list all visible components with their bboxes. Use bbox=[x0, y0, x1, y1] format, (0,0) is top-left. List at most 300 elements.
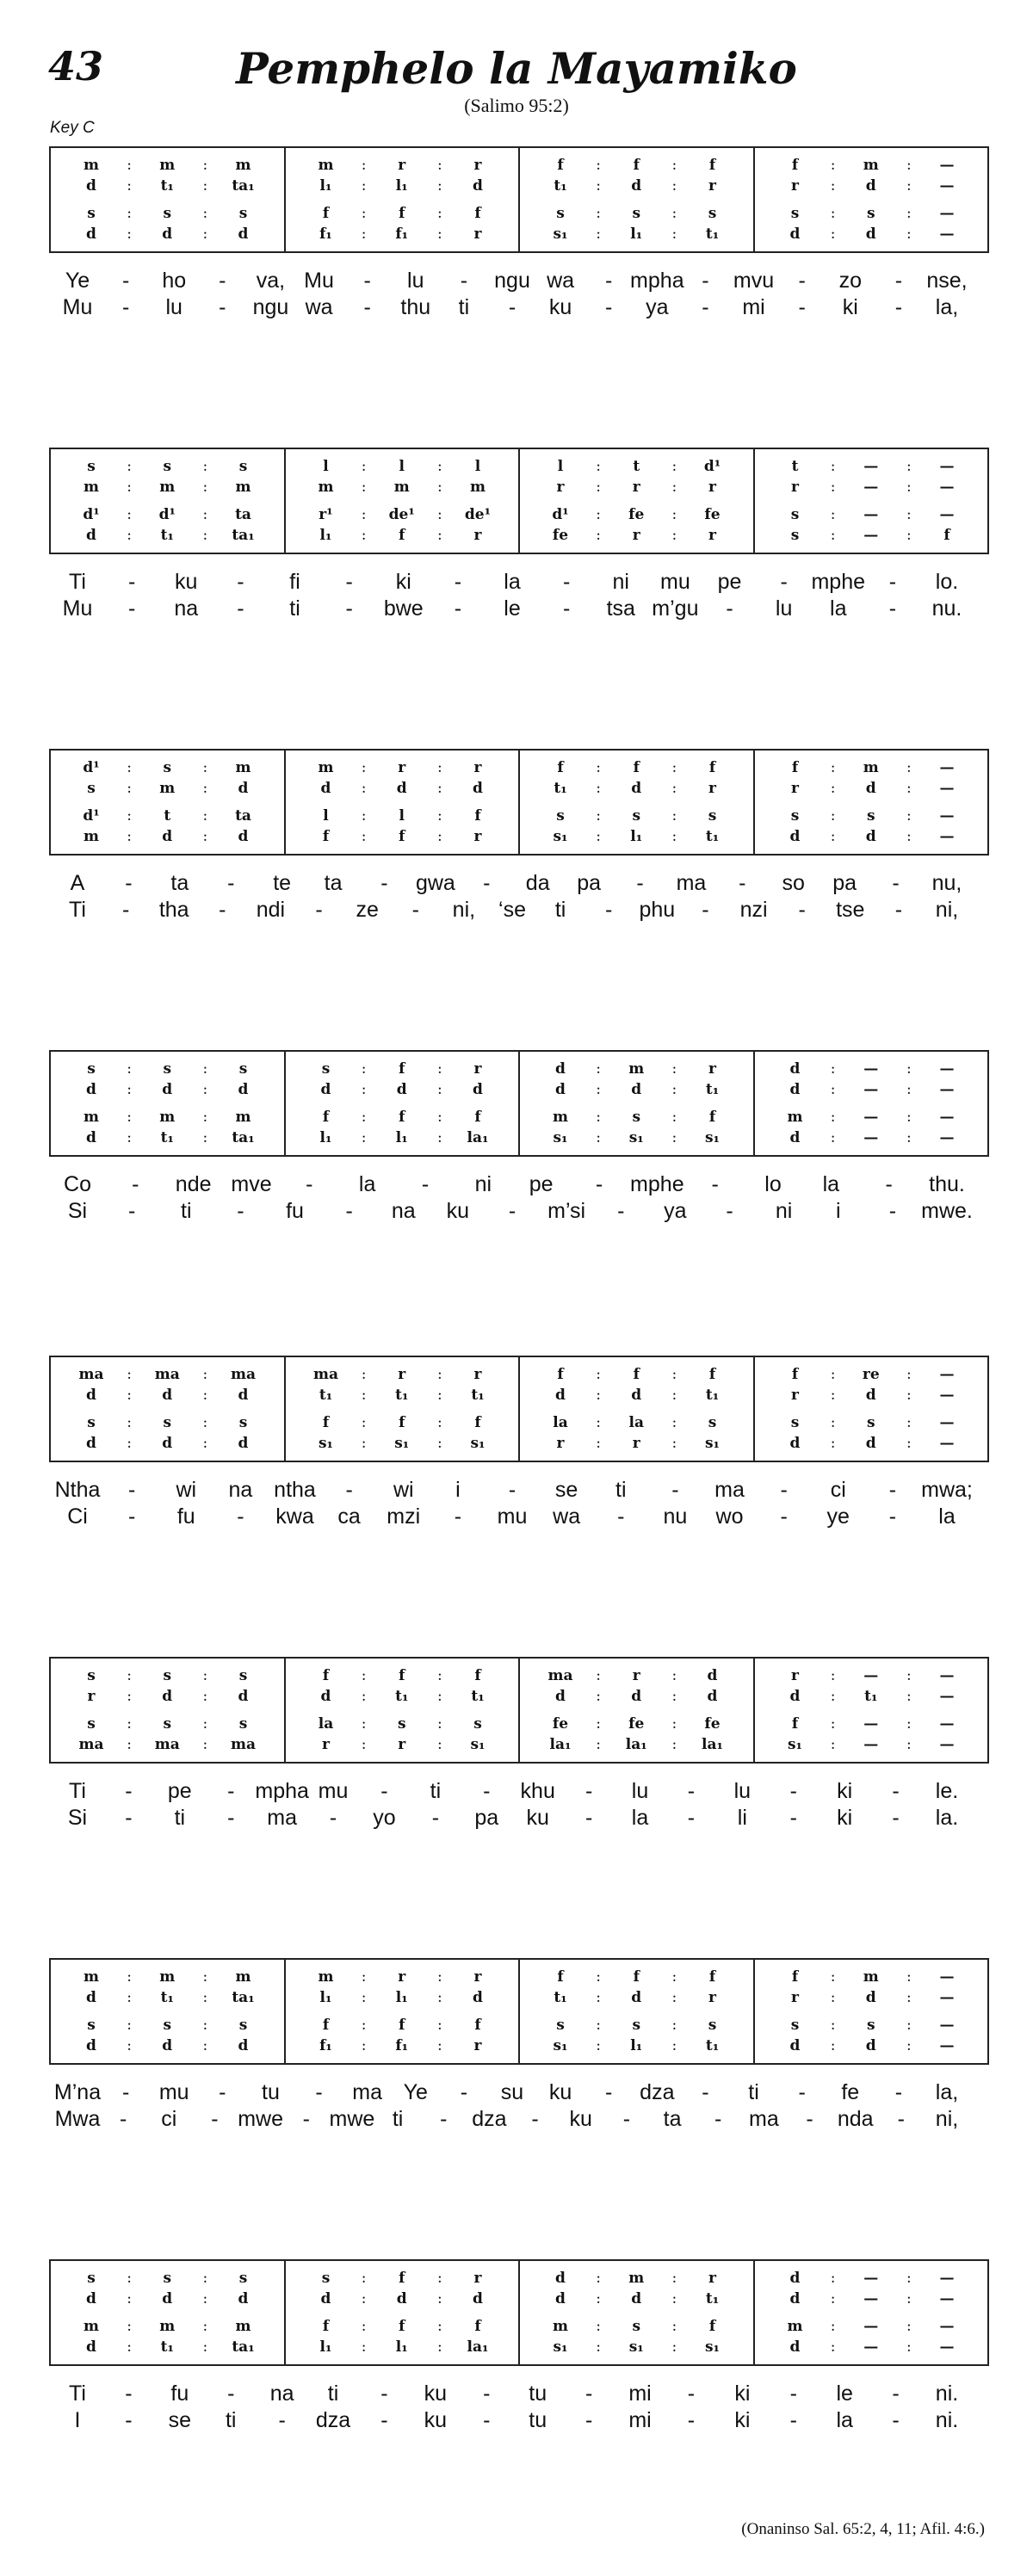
beat-separator: : bbox=[596, 1435, 601, 1452]
lyric-syllable: mwa; bbox=[921, 1478, 973, 1502]
lyric-syllable: mzi bbox=[387, 1504, 421, 1529]
lyric-syllable: ngu bbox=[252, 295, 289, 319]
solfa-note: d bbox=[631, 780, 642, 797]
voice-row bbox=[73, 1364, 262, 1385]
syllable-hyphen: - bbox=[237, 1504, 244, 1529]
lyric-syllable: Co bbox=[64, 1172, 91, 1196]
lyric-syllable: ma bbox=[352, 2080, 383, 2104]
beat-separator: : bbox=[906, 2290, 912, 2307]
solfa-note: d bbox=[789, 1081, 801, 1098]
solfa-note: s bbox=[238, 2270, 248, 2287]
lyric-syllable: ndi bbox=[256, 898, 286, 922]
beat-separator: : bbox=[671, 1414, 677, 1431]
syllable-hyphen: - bbox=[687, 2381, 696, 2406]
lyric-syllable: i bbox=[455, 1478, 461, 1502]
solfa-note: l bbox=[474, 458, 481, 475]
beat-separator: : bbox=[437, 2017, 442, 2034]
solfa-note: r bbox=[632, 479, 640, 496]
beat-separator: : bbox=[830, 1989, 836, 2006]
solfa-note: r bbox=[791, 177, 799, 195]
beat-separator: : bbox=[127, 225, 132, 243]
solfa-note: s bbox=[163, 2017, 172, 2034]
solfa-note: s₁ bbox=[553, 225, 568, 243]
lyric-syllable: dza bbox=[640, 2080, 675, 2104]
voice-row bbox=[73, 2316, 262, 2337]
solfa-note: — bbox=[863, 458, 879, 475]
solfa-note: f bbox=[943, 527, 950, 544]
solfa-note: l₁ bbox=[395, 2338, 408, 2356]
solfa-note: t₁ bbox=[160, 527, 174, 544]
lyric-syllable: se bbox=[554, 1478, 578, 1502]
lyric-line bbox=[49, 596, 989, 623]
measure bbox=[518, 449, 753, 553]
solfa-note: re bbox=[862, 1366, 880, 1383]
solfa-note: r bbox=[473, 2270, 482, 2287]
syllable-hyphen: - bbox=[127, 1478, 136, 1502]
solfa-note: r bbox=[632, 527, 640, 544]
beat-separator: : bbox=[127, 759, 132, 776]
solfa-staff bbox=[49, 1050, 989, 1157]
solfa-note: fe bbox=[628, 506, 645, 523]
voice-row bbox=[777, 1127, 966, 1148]
solfa-note: — bbox=[863, 1736, 879, 1753]
solfa-note: l₁ bbox=[395, 1989, 408, 2006]
lyric-syllable: Ye bbox=[403, 2080, 428, 2104]
syllable-hyphen: - bbox=[892, 1779, 900, 1803]
solfa-note: r bbox=[473, 225, 482, 243]
solfa-note: — bbox=[939, 1109, 955, 1126]
voice-row bbox=[73, 1987, 262, 2008]
syllable-hyphen: - bbox=[780, 570, 788, 594]
solfa-note: m bbox=[393, 479, 410, 496]
syllable-hyphen: - bbox=[237, 596, 244, 621]
syllable-hyphen: - bbox=[585, 1779, 593, 1803]
beat-separator: : bbox=[906, 1715, 912, 1733]
voice-row bbox=[777, 757, 966, 778]
solfa-note: m bbox=[84, 828, 99, 845]
syllable-hyphen: - bbox=[125, 871, 133, 895]
voice-row bbox=[542, 2268, 731, 2289]
lyric-syllable: la bbox=[830, 596, 847, 621]
beat-separator: : bbox=[906, 205, 912, 222]
solfa-note: r bbox=[473, 527, 482, 544]
beat-separator: : bbox=[671, 2318, 677, 2335]
beat-separator: : bbox=[671, 157, 677, 174]
solfa-note: r bbox=[473, 1366, 482, 1383]
measure bbox=[51, 148, 284, 251]
beat-separator: : bbox=[830, 759, 836, 776]
footnote: (Onaninso Sal. 65:2, 4, 11; Afil. 4:6.) bbox=[741, 2520, 985, 2538]
solfa-note: la₁ bbox=[467, 2338, 489, 2356]
beat-separator: : bbox=[361, 1715, 367, 1733]
solfa-note: de¹ bbox=[388, 506, 415, 523]
solfa-note: d bbox=[865, 780, 876, 797]
beat-separator: : bbox=[437, 1414, 442, 1431]
voice-row bbox=[73, 1127, 262, 1148]
syllable-hyphen: - bbox=[460, 2080, 468, 2104]
beat-separator: : bbox=[361, 2017, 367, 2034]
voice-row bbox=[542, 757, 731, 778]
beat-separator: : bbox=[830, 2338, 836, 2356]
syllable-hyphen: - bbox=[508, 295, 516, 319]
beat-separator: : bbox=[127, 828, 132, 845]
voice-row bbox=[777, 2289, 966, 2309]
lyric-syllable: Ci bbox=[67, 1504, 88, 1529]
syllable-hyphen: - bbox=[127, 1504, 136, 1529]
lyric-syllable: ti bbox=[554, 898, 566, 922]
solfa-note: l₁ bbox=[630, 2037, 643, 2054]
solfa-note: l₁ bbox=[630, 828, 643, 845]
lyric-syllable: ta bbox=[663, 2107, 682, 2131]
beat-separator: : bbox=[830, 157, 836, 174]
voice-row bbox=[542, 155, 731, 176]
score-system bbox=[49, 2259, 989, 2435]
syllable-hyphen: - bbox=[127, 1199, 136, 1223]
solfa-note: l₁ bbox=[630, 225, 643, 243]
voice-row bbox=[542, 224, 731, 244]
solfa-note: r bbox=[791, 1667, 799, 1684]
syllable-hyphen: - bbox=[687, 1806, 696, 1830]
solfa-note: — bbox=[939, 807, 955, 825]
solfa-note: d bbox=[865, 2037, 876, 2054]
beat-separator: : bbox=[202, 1715, 208, 1733]
solfa-note: s₁ bbox=[553, 1129, 568, 1146]
beat-separator: : bbox=[437, 527, 442, 544]
solfa-note: t₁ bbox=[705, 2037, 720, 2054]
solfa-note: t bbox=[633, 458, 640, 475]
voice-row bbox=[73, 525, 262, 546]
syllable-hyphen: - bbox=[798, 898, 806, 922]
lyric-syllable: na bbox=[228, 1478, 253, 1502]
beat-separator: : bbox=[596, 205, 601, 222]
measure bbox=[753, 148, 988, 251]
beat-separator: : bbox=[596, 1129, 601, 1146]
beat-separator: : bbox=[202, 1387, 208, 1404]
syllable-hyphen: - bbox=[780, 1478, 788, 1502]
solfa-note: s bbox=[866, 205, 875, 222]
solfa-note: m bbox=[159, 1109, 176, 1126]
lyric-syllable: tu bbox=[529, 2408, 547, 2432]
lyric-syllable: ze bbox=[356, 898, 379, 922]
lyric-syllable: zo bbox=[838, 269, 862, 293]
solfa-note: s bbox=[238, 1715, 248, 1733]
solfa-note: d bbox=[789, 1129, 801, 1146]
beat-separator: : bbox=[906, 1989, 912, 2006]
solfa-note: t₁ bbox=[554, 1989, 567, 2006]
solfa-staff bbox=[49, 749, 989, 856]
lyric-syllable: ngu bbox=[494, 269, 530, 293]
lyric-syllable: mu bbox=[660, 570, 690, 594]
beat-separator: : bbox=[906, 1081, 912, 1098]
solfa-note: — bbox=[863, 2318, 879, 2335]
solfa-note: — bbox=[939, 225, 955, 243]
lyric-syllable: pe bbox=[529, 1172, 554, 1196]
solfa-note: fe bbox=[704, 506, 721, 523]
solfa-note: — bbox=[939, 2017, 955, 2034]
lyric-syllable: phu bbox=[639, 898, 676, 922]
solfa-note: d bbox=[238, 1081, 249, 1098]
solfa-note: f bbox=[322, 205, 330, 222]
voice-row bbox=[777, 1059, 966, 1079]
solfa-staff bbox=[49, 146, 989, 253]
beat-separator: : bbox=[437, 157, 442, 174]
solfa-note: t₁ bbox=[471, 1688, 485, 1705]
solfa-note: s bbox=[473, 1715, 482, 1733]
solfa-note: d bbox=[162, 2037, 173, 2054]
beat-separator: : bbox=[202, 458, 208, 475]
lyric-syllable: mve bbox=[231, 1172, 272, 1196]
lyric-syllable: ku bbox=[424, 2381, 448, 2406]
syllable-hyphen: - bbox=[454, 1504, 462, 1529]
voice-row bbox=[777, 1364, 966, 1385]
voice-row bbox=[308, 1079, 497, 1100]
beat-separator: : bbox=[202, 479, 208, 496]
solfa-staff bbox=[49, 1958, 989, 2065]
beat-separator: : bbox=[830, 1414, 836, 1431]
voice-row bbox=[308, 203, 497, 224]
solfa-note: d bbox=[86, 2290, 96, 2307]
measure bbox=[284, 449, 519, 553]
solfa-note: d bbox=[473, 2290, 483, 2307]
beat-separator: : bbox=[202, 1109, 208, 1126]
beat-separator: : bbox=[202, 1968, 208, 1986]
solfa-note: f₁ bbox=[395, 2037, 409, 2054]
voice-row bbox=[542, 2337, 731, 2357]
solfa-note: f bbox=[399, 1060, 405, 1078]
lyric-syllable: lu bbox=[775, 596, 793, 621]
solfa-note: r bbox=[708, 177, 716, 195]
lyric-syllable: ti bbox=[748, 2080, 759, 2104]
beat-separator: : bbox=[127, 205, 132, 222]
beat-separator: : bbox=[906, 157, 912, 174]
solfa-note: r bbox=[322, 1736, 330, 1753]
voice-row bbox=[777, 1714, 966, 1734]
syllable-hyphen: - bbox=[687, 2408, 696, 2432]
solfa-note: d bbox=[707, 1667, 718, 1684]
beat-separator: : bbox=[437, 1109, 442, 1126]
solfa-note: — bbox=[939, 1081, 955, 1098]
solfa-note: s bbox=[708, 807, 717, 825]
solfa-note: d bbox=[396, 2290, 407, 2307]
solfa-note: fe bbox=[628, 1715, 645, 1733]
beat-separator: : bbox=[830, 1129, 836, 1146]
solfa-note: d bbox=[789, 2338, 801, 2356]
beat-separator: : bbox=[127, 807, 132, 825]
lyric-syllable: Mwa bbox=[54, 2107, 101, 2131]
solfa-note: ta₁ bbox=[232, 177, 255, 195]
solfa-note: d¹ bbox=[83, 506, 100, 523]
beat-separator: : bbox=[906, 2017, 912, 2034]
solfa-note: d bbox=[473, 780, 483, 797]
solfa-note: s bbox=[87, 1667, 96, 1684]
voice-row bbox=[777, 2035, 966, 2056]
measure bbox=[284, 751, 519, 854]
syllable-hyphen: - bbox=[702, 2080, 709, 2104]
solfa-note: ma bbox=[547, 1667, 573, 1684]
beat-separator: : bbox=[906, 2037, 912, 2054]
beat-separator: : bbox=[830, 2270, 836, 2287]
beat-separator: : bbox=[671, 1129, 677, 1146]
beat-separator: : bbox=[437, 1667, 442, 1684]
beat-separator: : bbox=[596, 527, 601, 544]
solfa-note: d bbox=[238, 1387, 249, 1404]
solfa-note: m bbox=[159, 479, 176, 496]
syllable-hyphen: - bbox=[892, 1806, 900, 1830]
solfa-note: f bbox=[557, 1968, 564, 1986]
solfa-note: d bbox=[789, 1688, 801, 1705]
solfa-note: d bbox=[162, 1435, 173, 1452]
lyric-syllable: gwa bbox=[415, 871, 455, 895]
solfa-note: r bbox=[708, 780, 716, 797]
beat-separator: : bbox=[202, 1081, 208, 1098]
beat-separator: : bbox=[361, 1989, 367, 2006]
solfa-note: t₁ bbox=[319, 1387, 333, 1404]
beat-separator: : bbox=[361, 2318, 367, 2335]
beat-separator: : bbox=[437, 1435, 442, 1452]
solfa-note: r bbox=[708, 1989, 716, 2006]
syllable-hyphen: - bbox=[806, 2107, 813, 2131]
solfa-note: — bbox=[939, 177, 955, 195]
beat-separator: : bbox=[671, 205, 677, 222]
lyric-syllable: ta bbox=[324, 871, 343, 895]
lyric-syllable: nu. bbox=[931, 596, 962, 621]
solfa-note: f bbox=[791, 1366, 799, 1383]
beat-separator: : bbox=[830, 2037, 836, 2054]
lyric-syllable: Ye bbox=[65, 269, 90, 293]
syllable-hyphen: - bbox=[617, 1199, 625, 1223]
beat-separator: : bbox=[830, 1366, 836, 1383]
syllable-hyphen: - bbox=[219, 2080, 226, 2104]
solfa-note: s bbox=[632, 205, 641, 222]
solfa-note: s bbox=[87, 780, 96, 797]
voice-row bbox=[777, 1987, 966, 2008]
voice-row bbox=[308, 504, 497, 525]
beat-separator: : bbox=[596, 828, 601, 845]
lyric-syllable: lu bbox=[407, 269, 424, 293]
voice-row bbox=[73, 1686, 262, 1707]
lyric-syllable: ku bbox=[424, 2408, 448, 2432]
voice-row bbox=[308, 2316, 497, 2337]
solfa-note: s bbox=[87, 1715, 96, 1733]
solfa-note: f bbox=[399, 205, 405, 222]
lyric-syllable: mphe bbox=[811, 570, 866, 594]
solfa-note: f bbox=[399, 1109, 405, 1126]
beat-separator: : bbox=[596, 2270, 601, 2287]
voice-row bbox=[542, 1433, 731, 1454]
solfa-note: ma bbox=[154, 1366, 180, 1383]
beat-separator: : bbox=[202, 506, 208, 523]
measure bbox=[284, 148, 519, 251]
solfa-note: r bbox=[791, 780, 799, 797]
solfa-note: r bbox=[398, 1736, 406, 1753]
solfa-note: d bbox=[86, 1129, 96, 1146]
voice-row bbox=[308, 2337, 497, 2357]
solfa-note: f bbox=[474, 807, 481, 825]
voice-row bbox=[777, 2015, 966, 2035]
lyric-syllable: Ntha bbox=[54, 1478, 101, 1502]
lyric-syllable: mwe. bbox=[921, 1199, 973, 1223]
syllable-hyphen: - bbox=[714, 2107, 722, 2131]
beat-separator: : bbox=[596, 1366, 601, 1383]
beat-separator: : bbox=[127, 1989, 132, 2006]
solfa-note: ma bbox=[230, 1366, 256, 1383]
beat-separator: : bbox=[361, 759, 367, 776]
measure bbox=[51, 1659, 284, 1762]
beat-separator: : bbox=[361, 205, 367, 222]
beat-separator: : bbox=[361, 2290, 367, 2307]
measure bbox=[753, 449, 988, 553]
solfa-note: m bbox=[159, 2318, 176, 2335]
beat-separator: : bbox=[906, 1435, 912, 1452]
voice-row bbox=[308, 1412, 497, 1433]
measure bbox=[753, 751, 988, 854]
beat-separator: : bbox=[202, 2290, 208, 2307]
solfa-note: f bbox=[708, 1968, 716, 1986]
lyric-syllable: Si bbox=[67, 1806, 88, 1830]
lyric-syllable: mphe bbox=[630, 1172, 684, 1196]
voice-row bbox=[73, 1079, 262, 1100]
beat-separator: : bbox=[596, 506, 601, 523]
solfa-note: — bbox=[939, 1989, 955, 2006]
beat-separator: : bbox=[830, 2318, 836, 2335]
voice-row bbox=[542, 1059, 731, 1079]
solfa-staff bbox=[49, 1657, 989, 1764]
voice-row bbox=[308, 2015, 497, 2035]
beat-separator: : bbox=[671, 780, 677, 797]
lyric-syllable: mpha bbox=[630, 269, 684, 293]
syllable-hyphen: - bbox=[380, 2381, 388, 2406]
beat-separator: : bbox=[202, 2338, 208, 2356]
solfa-note: d bbox=[162, 1081, 173, 1098]
beat-separator: : bbox=[361, 1736, 367, 1753]
solfa-note: — bbox=[939, 1667, 955, 1684]
solfa-note: s bbox=[238, 205, 248, 222]
beat-separator: : bbox=[596, 1387, 601, 1404]
beat-separator: : bbox=[202, 2037, 208, 2054]
solfa-note: f bbox=[322, 1414, 330, 1431]
syllable-hyphen: - bbox=[302, 2107, 310, 2131]
beat-separator: : bbox=[127, 2037, 132, 2054]
beat-separator: : bbox=[830, 2290, 836, 2307]
syllable-hyphen: - bbox=[363, 269, 371, 293]
solfa-note: s₁ bbox=[553, 2338, 568, 2356]
beat-separator: : bbox=[437, 2270, 442, 2287]
syllable-hyphen: - bbox=[219, 898, 226, 922]
solfa-note: f bbox=[399, 527, 405, 544]
solfa-note: s bbox=[87, 1060, 96, 1078]
solfa-note: l bbox=[323, 458, 329, 475]
voice-row bbox=[73, 757, 262, 778]
beat-separator: : bbox=[596, 1968, 601, 1986]
lyric-syllable: ntha bbox=[274, 1478, 316, 1502]
voice-row bbox=[308, 224, 497, 244]
beat-separator: : bbox=[127, 157, 132, 174]
solfa-note: ma bbox=[78, 1736, 104, 1753]
solfa-note: s bbox=[163, 205, 172, 222]
lyric-syllable: ca bbox=[337, 1504, 361, 1529]
beat-separator: : bbox=[906, 225, 912, 243]
solfa-note: m bbox=[318, 479, 334, 496]
voice-row bbox=[542, 1364, 731, 1385]
syllable-hyphen: - bbox=[605, 295, 613, 319]
lyric-syllable: ti bbox=[392, 2107, 404, 2131]
solfa-note: s bbox=[866, 2017, 875, 2034]
syllable-hyphen: - bbox=[894, 269, 903, 293]
beat-separator: : bbox=[830, 177, 836, 195]
measure bbox=[51, 751, 284, 854]
voice-row bbox=[73, 1714, 262, 1734]
voice-row bbox=[542, 1107, 731, 1127]
